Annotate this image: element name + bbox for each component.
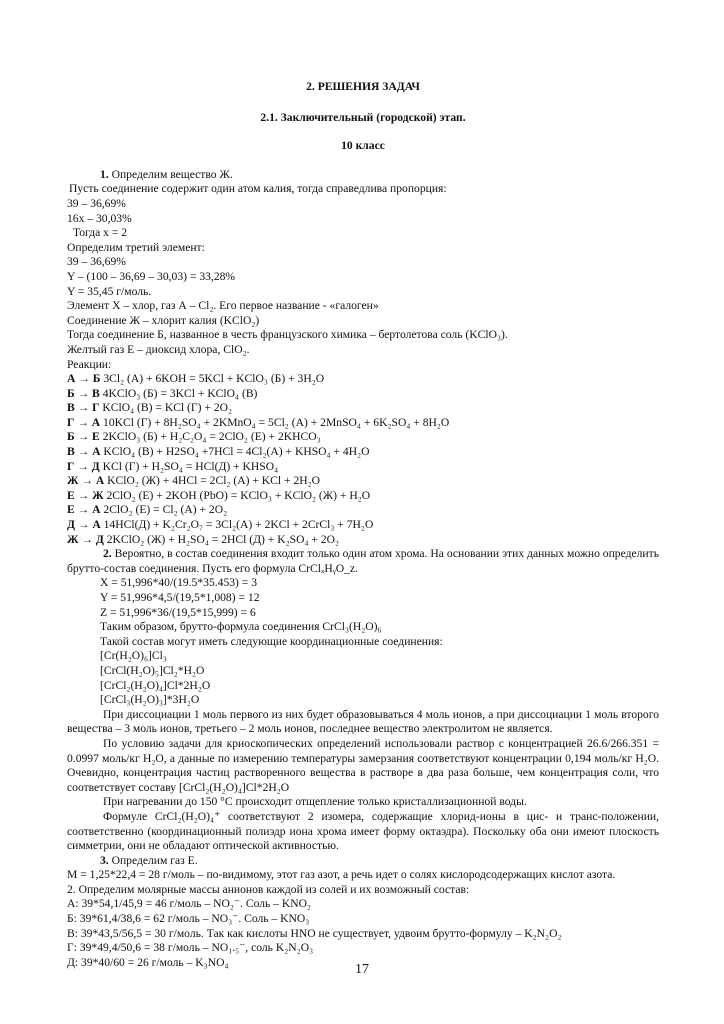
reaction-label: Г → Д bbox=[67, 459, 100, 473]
task3-intro bbox=[67, 854, 659, 869]
reaction-label: Ж → А bbox=[67, 474, 105, 488]
task3-number: 3. bbox=[100, 853, 109, 867]
task2-calc-line: [CrCl₂(H₂O)₄]Cl*2H₂O bbox=[100, 678, 211, 692]
task2-calc-line: X = 51,996*40/(19.5*35.453) = 3 bbox=[100, 576, 258, 590]
task3-line: M = 1,25*22,4 = 28 г/моль – по-видимому, этот газ азот, а речь идет о солях кислородсодержащих кислот азота. bbox=[67, 868, 616, 882]
reaction-label: Е → А bbox=[67, 503, 101, 517]
task1-line: 39 – 36,69% bbox=[67, 255, 126, 269]
reaction-equation: KCl (Г) + H₂SO₄ = HCl(Д) + KHSO₄ bbox=[102, 459, 279, 473]
reaction-label: А → Б bbox=[67, 372, 101, 386]
task2-intro bbox=[67, 547, 659, 576]
task2-calc-line: [Cr(H₂O)₆]Cl₃ bbox=[100, 649, 167, 663]
task1-line: 39 – 36,69% bbox=[67, 196, 126, 210]
reaction-equation: 14HCl(Д) + K₂Cr₂O₇ = 3Cl₂(А) + 2KCl + 2CrCl₃ + 7H₂O bbox=[103, 518, 374, 532]
reaction-equation: 2KClO₂ (Ж) + H₂SO₄ = 2HCl (Д) + K₂SO₄ + 2O₂ bbox=[106, 532, 340, 546]
task1-line: Тогда соединение Б, названное в честь французского химика – бертолетова соль (KClO₃). bbox=[67, 328, 508, 342]
task3-line: Б: 39*61,4/38,6 = 62 г/моль – NO₃⁻. Соль – KNO₃ bbox=[67, 912, 310, 926]
task2-calc-line: [CrCl(H₂O)₅]Cl₂*H₂O bbox=[100, 663, 205, 677]
task1-line: Тогда x = 2 bbox=[73, 226, 128, 240]
reaction-line bbox=[67, 387, 659, 402]
task2-calc-line: Y = 51,996*4,5/(19,5*1,008) = 12 bbox=[100, 591, 260, 604]
task2-calc-line: Такой состав могут иметь следующие координационные соединения: bbox=[100, 634, 443, 648]
task3-intro-text: Определим газ Е. bbox=[111, 853, 198, 867]
section-heading: 2. РЕШЕНИЯ ЗАДАЧ bbox=[306, 80, 420, 93]
task2-calc-line: Z = 51,996*36/(19,5*15,999) = 6 bbox=[100, 605, 256, 619]
reaction-label: Д → А bbox=[67, 518, 101, 532]
task3-line: Г: 39*49,4/50,6 = 38 г/моль – NO₁.₅⁻, соль K₂N₂O₃ bbox=[67, 941, 314, 955]
task2-paragraph: При диссоциации 1 моль первого из них будет образовываться 4 моль ионов, а при диссоциации 1 моль второго вещества – 3 моль ионов, третьего – 2 моль ионов, последнее вещество электролитом не является. bbox=[67, 707, 659, 736]
reaction-line bbox=[67, 401, 659, 416]
task2-intro-text: Вероятно, в состав соединения входит только один атом хрома. На основании этих данных можно определить брутто-состав соединения. Пусть его формула CrClₓHᵧO_z. bbox=[67, 547, 659, 575]
task1-line: Y – (100 – 36,69 – 30,03) = 33,28% bbox=[67, 269, 236, 283]
task1-line: Элемент X – хлор, газ А – Cl₂. Его первое название - «галоген» bbox=[67, 299, 379, 313]
reaction-line bbox=[67, 503, 659, 518]
task1-line: Желтый газ Е – диоксид хлора, ClO₂. bbox=[67, 342, 250, 356]
task2-number: 2. bbox=[103, 547, 112, 561]
task1-number: 1. bbox=[100, 167, 109, 181]
task2-paragraph: По условию задачи для криоскопических определений использовали раствор с концентрацией 26.6/266.351 = 0.0997 моль/кг H₂O, а данные по измерению температуры замерзания соответствуют концентрации 0,194 моль/кг H₂O. Очевидно, концентрация частиц растворенного вещества в растворе в два раза больше, чем концентрация соли, что соответствует составу [CrCl₂(H₂O)₄]Cl*2H₂O bbox=[67, 736, 659, 794]
reaction-label: Г → А bbox=[67, 415, 101, 429]
grade-heading: 10 класс bbox=[341, 139, 385, 153]
reaction-equation: 10KCl (Г) + 8H₂SO₄ + 2KMnO₄ = 5Cl₂ (А) + 2MnSO₄ + 6K₂SO₄ + 8H₂O bbox=[103, 415, 450, 429]
reaction-equation: KClO₄ (В) = KCl (Г) + 2O₂ bbox=[102, 401, 233, 415]
reaction-equation: KClO₂ (Ж) + 4HCl = 2Cl₂ (А) + KCl + 2H₂O bbox=[107, 474, 321, 488]
task2-calc-line: [CrCl₃(H₂O)₃]*3H₂O bbox=[100, 693, 200, 707]
reaction-line bbox=[67, 430, 659, 445]
task2-paragraph: Формуле CrCl₂(H₂O)₄⁺ соответствуют 2 изомера, содержащие хлорид-ионы в цис- и транс-положении, соответственно (координационный полиэдр иона хрома имеет форму октаэдра). Поскольку оба они имеют плоскость симметрии, они не обладают оптической активностью. bbox=[67, 809, 659, 853]
reaction-equation: 2ClO₂ (Е) = Cl₂ (А) + 2O₂ bbox=[103, 503, 228, 517]
reaction-label: В → Г bbox=[67, 401, 100, 415]
reaction-label: Б → Е bbox=[67, 430, 100, 444]
task1-line: Y = 35,45 г/моль. bbox=[67, 284, 152, 298]
page-content bbox=[67, 80, 659, 970]
task1-line: Пусть соединение содержит один атом калия, тогда справедлива пропорция: bbox=[69, 182, 447, 196]
task2-calc-line: Таким образом, брутто-формула соединения CrCl₃(H₂O)₆ bbox=[100, 620, 382, 634]
task3-line: В: 39*43,5/56,5 = 30 г/моль. Так как кислоты HNO не существует, удвоим брутто-формулу – K₂N₂O₂ bbox=[67, 926, 562, 940]
task1-line: 16x – 30,03% bbox=[67, 211, 132, 225]
task1-line: Определим третий элемент: bbox=[67, 240, 205, 254]
subsection-heading: 2.1. Заключительный (городской) этап. bbox=[260, 110, 466, 124]
reaction-equation: 2KClO₃ (Б) + H₂C₂O₄ = 2ClO₂ (Е) + 2KHCO₃ bbox=[102, 430, 321, 444]
task3-line: 2. Определим молярные массы анионов каждой из солей и их возможный состав: bbox=[67, 882, 470, 896]
reaction-line bbox=[67, 474, 659, 489]
reaction-label: В → А bbox=[67, 445, 101, 459]
reaction-line bbox=[67, 460, 659, 475]
task3-line: А: 39*54,1/45,9 = 46 г/моль – NO₂⁻. Соль – KNO₂ bbox=[67, 897, 312, 911]
task1-line: Реакции: bbox=[67, 357, 112, 371]
reaction-label: Б → В bbox=[67, 386, 100, 400]
task2-paragraph: При нагревании до 150 °C происходит отщепление только кристаллизационной воды. bbox=[103, 795, 527, 809]
reaction-equation: KClO₄ (В) + H2SO₄ +7HCl = 4Cl₂(А) + KHSO₄ + 4H₂O bbox=[103, 445, 370, 459]
task1-line: Соединение Ж – хлорит калия (KClO₂) bbox=[67, 313, 260, 327]
task1-intro bbox=[67, 168, 659, 183]
reaction-line bbox=[67, 372, 659, 387]
reaction-line bbox=[67, 445, 659, 460]
reaction-equation: 3Cl₂ (А) + 6KOH = 5KCl + KClO₃ (Б) + 3H₂O bbox=[103, 372, 325, 386]
reaction-line bbox=[67, 416, 659, 431]
task1-intro-text: Определим вещество Ж. bbox=[111, 167, 233, 181]
reaction-label: Ж → Д bbox=[67, 532, 104, 546]
reaction-equation: 2ClO₂ (Е) + 2KOH (PbO) = KClO₃ + KClO₂ (Ж) + H₂O bbox=[106, 488, 371, 502]
reaction-label: Е → Ж bbox=[67, 488, 104, 502]
reaction-equation: 4KClO₃ (Б) = 3KCl + KClO₄ (В) bbox=[102, 386, 258, 400]
reaction-line bbox=[67, 533, 659, 548]
task3-line: Д: 39*40/60 = 26 г/моль – K₃NO₄ bbox=[67, 955, 229, 969]
reaction-line bbox=[67, 489, 659, 504]
reaction-line bbox=[67, 518, 659, 533]
page-number: 17 bbox=[355, 962, 369, 977]
